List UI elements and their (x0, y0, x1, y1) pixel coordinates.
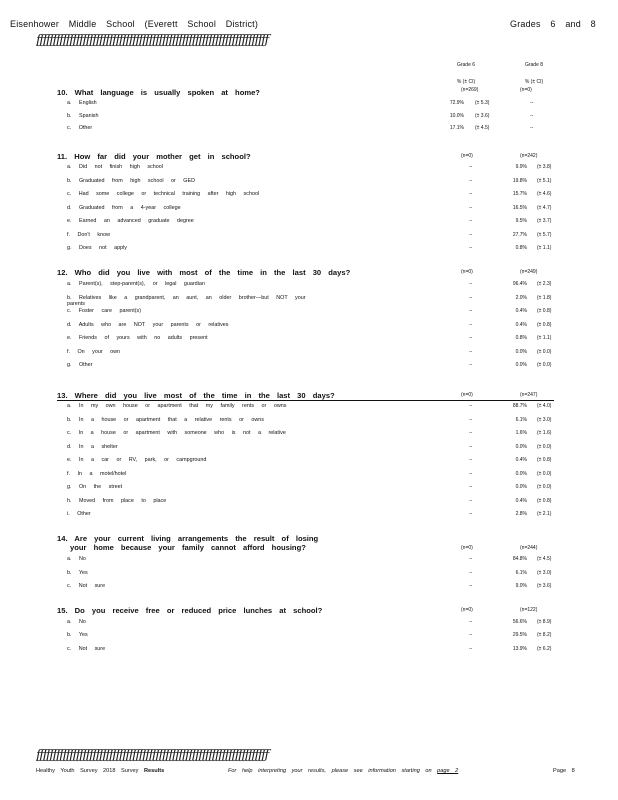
grade-8-value: 56.6% (512, 619, 527, 625)
option-label: c. In a house or apartment with someone who is not a relative (67, 430, 286, 436)
grade-8-n: (n=0) (520, 87, 532, 93)
grade-8-value: 16.5% (512, 204, 527, 211)
option-label: a. No (67, 619, 86, 625)
bottom-rule: ƒƒƒƒƒƒƒƒƒƒƒƒƒƒƒƒƒƒƒƒƒƒƒƒƒƒƒƒƒƒƒƒƒƒƒƒƒƒƒƒƒƒƒƒƒƒƒƒƒƒƒƒƒƒƒƒƒƒƒƒƒƒƒƒƒƒƒƒƒƒ (36, 748, 268, 763)
option-label: g. Does not apply (67, 245, 127, 251)
footer-results: Results (144, 768, 165, 774)
grade-8-ci: (± 0.0) (537, 484, 552, 490)
grade-6-value: -- (469, 362, 473, 368)
grade-6-value: -- (469, 645, 473, 652)
option-label-cont: parents (67, 300, 85, 307)
grade-8-header: Grade 8 (524, 62, 544, 68)
option-label: c. Other (67, 125, 93, 132)
grade-8-ci: (± 3.0) (537, 569, 552, 576)
grade-6-value: -- (469, 443, 473, 450)
option-label: f. Don't know (67, 231, 110, 238)
grade-6-value: -- (469, 619, 473, 625)
grade-6-n: (n=269) (461, 87, 479, 93)
grade-8-ci: (± 0.8) (537, 457, 552, 463)
grade-6-value: 17.1% (449, 125, 464, 132)
top-rule: ƒƒƒƒƒƒƒƒƒƒƒƒƒƒƒƒƒƒƒƒƒƒƒƒƒƒƒƒƒƒƒƒƒƒƒƒƒƒƒƒƒƒƒƒƒƒƒƒƒƒƒƒƒƒƒƒƒƒƒƒƒƒƒƒƒƒƒƒƒƒ (36, 33, 268, 48)
grade-8-value: 0.0% (515, 348, 527, 355)
grade-8-value: 84.8% (512, 556, 527, 562)
option-label: a. In my own house or apartment that my family rents or owns (67, 403, 287, 409)
grade-8-value: 9.9% (515, 164, 527, 170)
grade-6-n: (n=0) (461, 392, 473, 398)
grade-6-value: -- (469, 191, 473, 197)
grade-8-value: 0.4% (515, 497, 527, 504)
grade-6-value: -- (469, 569, 473, 576)
option-label: a. Did not finish high school (67, 164, 163, 170)
grade-8-ci: (± 0.8) (537, 308, 552, 314)
grade-8-ci: (± 1.1) (537, 245, 552, 251)
grade-8-value: -- (530, 100, 534, 106)
option-label: b. Relatives like a grandparent, an aunt, an older brother—but NOT your (67, 294, 306, 301)
grade-8-ci: (± 5.1) (537, 177, 552, 184)
grade-8-value: 0.4% (515, 457, 527, 463)
grade-8-value: 0.4% (515, 308, 527, 314)
grade-6-ci: (± 4.5) (475, 125, 490, 132)
grade-8-value: 9.0% (515, 583, 527, 589)
grade-8-value: 2.0% (515, 294, 527, 301)
grade-6-value: -- (469, 484, 473, 490)
page-number: Page 8 (553, 768, 575, 774)
grade-8-value: -- (530, 125, 534, 132)
grade-8-value: 0.8% (515, 245, 527, 251)
grade-6-value: -- (469, 583, 473, 589)
school-name: Eisenhower Middle School (Everett School District) (10, 19, 259, 29)
footer-page-link[interactable]: page 2 (437, 768, 459, 774)
grade-8-ci: (± 0.0) (537, 470, 552, 477)
grade-8-ci: (± 1.8) (537, 294, 552, 301)
grade-8-ci: (± 6.2) (537, 645, 552, 652)
grade-8-value: 0.0% (515, 470, 527, 477)
grade-8-ci: (± 4.6) (537, 191, 552, 197)
grade-8-value: 6.1% (515, 569, 527, 576)
option-label: c. Had some college or technical training after high school (67, 191, 260, 197)
grade-8-value: 88.7% (512, 403, 527, 409)
option-label: a. No (67, 556, 86, 562)
grade-6-ci: (± 3.6) (475, 112, 490, 119)
grade-8-ci: (± 4.7) (537, 204, 552, 211)
option-label: e. In a car or RV, park, or campground (67, 457, 207, 463)
footer-survey-name: Healthy Youth Survey 2018 Survey (36, 768, 145, 774)
option-label: a. Parent(s), step-parent(s), or legal guardian (67, 281, 205, 287)
option-label: c. Not sure (67, 645, 106, 652)
grade-6-value: 10.0% (449, 112, 464, 119)
question-title: 15. Do you receive free or reduced price lunches at school? (57, 606, 323, 615)
grade-8-value: 13.9% (512, 645, 527, 652)
grade-8-ci: (± 5.7) (537, 231, 552, 238)
grade-6-value: -- (469, 321, 473, 328)
grade-6-value: -- (469, 556, 473, 562)
grade-8-n: (n=244) (520, 545, 538, 551)
question-title-cont: your home because your family cannot afford housing? (70, 543, 306, 552)
option-label: i. Other (67, 511, 91, 517)
option-label: c. Foster care parent(s) (67, 308, 142, 314)
grade-6-value: -- (469, 294, 473, 301)
question-title: 12. Who did you live with most of the time in the last 30 days? (57, 268, 351, 277)
grade-8-value: 0.0% (515, 443, 527, 450)
grade-8-value: 0.8% (515, 335, 527, 341)
option-label: g. Other (67, 362, 93, 368)
option-label: g. On the street (67, 484, 123, 490)
option-label: b. Spanish (67, 112, 99, 119)
question-title: 13. Where did you live most of the time in the last 30 days? (57, 391, 434, 401)
grade-8-ci: (± 3.7) (537, 218, 552, 224)
grade-8-value: 19.8% (512, 177, 527, 184)
grade-8-value: 0.0% (515, 362, 527, 368)
grade-6-n: (n=0) (461, 607, 473, 613)
question-title: 11. How far did your mother get in school? (57, 152, 251, 161)
grade-8-ci: (± 3.0) (537, 416, 552, 423)
option-label: f. On your own (67, 348, 121, 355)
option-label: d. Graduated from a 4-year college (67, 204, 181, 211)
grade-6-n: (n=0) (461, 269, 473, 275)
option-label: a. English (67, 100, 97, 106)
grade-8-value: 0.0% (515, 484, 527, 490)
grade-8-n: (n=122) (520, 607, 538, 613)
option-label: b. Yes (67, 569, 88, 576)
grade-8-value: 6.1% (515, 416, 527, 423)
grade-8-value: 96.4% (512, 281, 527, 287)
footer-survey-title (36, 768, 164, 774)
grade-6-value: -- (469, 497, 473, 504)
grades-label: Grades 6 and 8 (510, 19, 596, 29)
grade-6-value: -- (469, 335, 473, 341)
grade-6-value: -- (469, 308, 473, 314)
grade-6-value: -- (469, 177, 473, 184)
footer-help-text: For help interpreting your results, please see information starting on (228, 768, 438, 774)
grade-6-value: 72.9% (449, 100, 464, 106)
grade-8-n: (n=247) (520, 392, 538, 398)
grade-8-ci: (± 0.8) (537, 321, 552, 328)
grade-8-ci: (± 3.8) (537, 164, 552, 170)
grade-6-value: -- (469, 218, 473, 224)
grade-6-value: -- (469, 204, 473, 211)
option-label: d. In a shelter (67, 443, 118, 450)
option-label: e. Friends of yours with no adults present (67, 335, 208, 341)
option-label: h. Moved from place to place (67, 497, 167, 504)
grade-6-value: -- (469, 281, 473, 287)
question-title: 14. Are your current living arrangements the result of losing (57, 534, 319, 543)
grade-8-ci: (± 0.0) (537, 443, 552, 450)
grade-8-value: 29.5% (512, 632, 527, 639)
grade-8-value: 2.8% (515, 511, 527, 517)
grade-8-ci: (± 4.0) (537, 403, 552, 409)
option-label: f. In a motel/hotel (67, 470, 127, 477)
grade-6-value: -- (469, 348, 473, 355)
grade-6-value: -- (469, 632, 473, 639)
grade-6-value: -- (469, 403, 473, 409)
grade-8-ci: (± 8.9) (537, 619, 552, 625)
grade-8-ci: (± 2.3) (537, 281, 552, 287)
grade-6-value: -- (469, 231, 473, 238)
option-label: e. Earned an advanced graduate degree (67, 218, 194, 224)
footer-help (228, 768, 458, 774)
grade-6-value: -- (469, 245, 473, 251)
grade-6-value: -- (469, 470, 473, 477)
grade-6-value: -- (469, 457, 473, 463)
grade-8-ci: (± 2.1) (537, 511, 552, 517)
option-label: d. Adults who are NOT your parents or relatives (67, 321, 229, 328)
option-label: b. Graduated from high school or GED (67, 177, 195, 184)
option-label: b. Yes (67, 632, 88, 639)
question-underline (434, 400, 554, 401)
grade-8-n: (n=249) (520, 269, 538, 275)
grade-6-stat-header: % (± CI) (456, 79, 476, 85)
grade-8-value: 9.5% (515, 218, 527, 224)
grade-8-ci: (± 1.6) (537, 430, 552, 436)
grade-8-stat-header: % (± CI) (524, 79, 544, 85)
grade-8-value: 27.7% (512, 231, 527, 238)
grade-6-value: -- (469, 511, 473, 517)
grade-8-value: -- (530, 112, 534, 119)
option-label: c. Not sure (67, 583, 106, 589)
grade-6-ci: (± 5.3) (475, 100, 490, 106)
grade-6-value: -- (469, 416, 473, 423)
grade-6-value: -- (469, 164, 473, 170)
grade-8-ci: (± 1.1) (537, 335, 552, 341)
grade-8-ci: (± 3.6) (537, 583, 552, 589)
question-title: 10. What language is usually spoken at home? (57, 88, 260, 97)
grade-8-ci: (± 0.0) (537, 362, 552, 368)
grade-6-n: (n=0) (461, 545, 473, 551)
grade-8-value: 1.6% (515, 430, 527, 436)
grade-8-ci: (± 0.8) (537, 497, 552, 504)
grade-8-ci: (± 0.0) (537, 348, 552, 355)
option-label: b. In a house or apartment that a relative rents or owns (67, 416, 264, 423)
grade-6-n: (n=0) (461, 153, 473, 159)
grade-8-value: 15.7% (512, 191, 527, 197)
grade-8-ci: (± 4.5) (537, 556, 552, 562)
grade-8-ci: (± 8.2) (537, 632, 552, 639)
grade-8-value: 0.4% (515, 321, 527, 328)
grade-6-header: Grade 6 (456, 62, 476, 68)
grade-8-n: (n=242) (520, 153, 538, 159)
grade-6-value: -- (469, 430, 473, 436)
